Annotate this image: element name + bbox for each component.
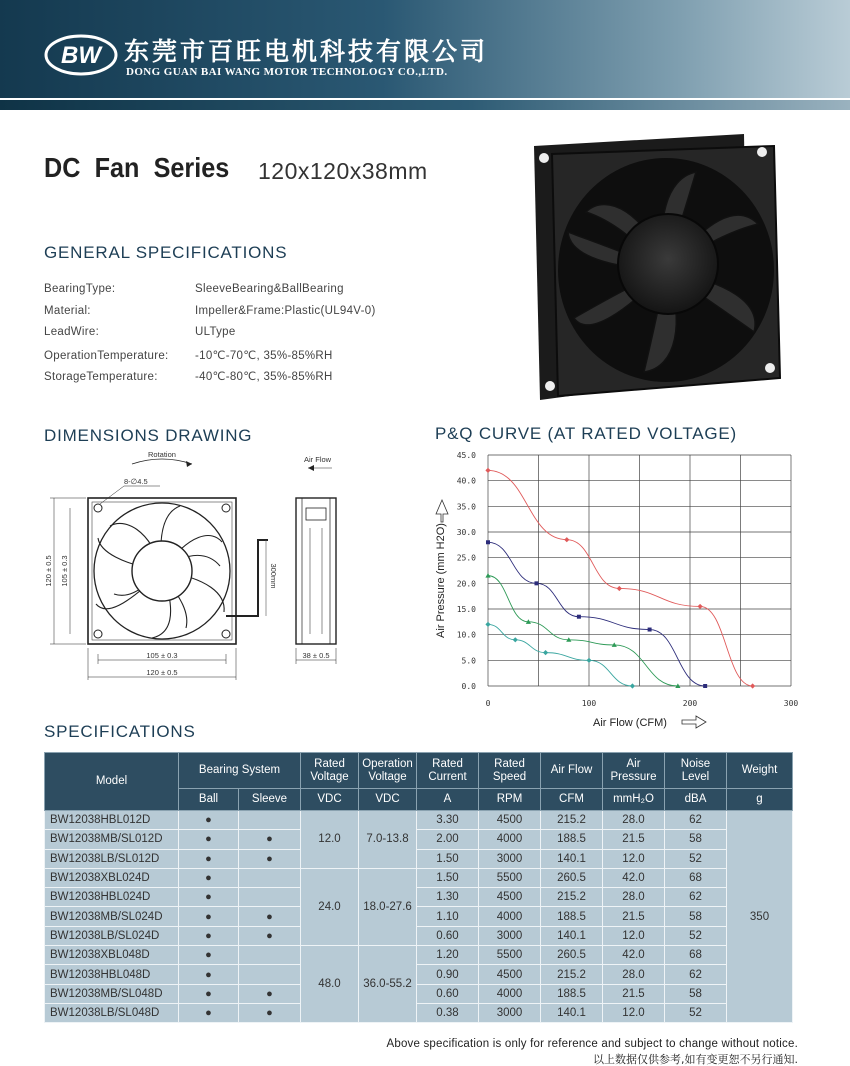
height-120-label: 120 ± 0.5 — [44, 555, 53, 587]
cell-sleeve: ● — [239, 907, 301, 926]
general-spec-value: SleeveBearing&BallBearing — [195, 283, 344, 295]
y-tick-labels — [457, 451, 476, 691]
table-row — [45, 965, 793, 984]
cell-current: 0.60 — [417, 984, 479, 1003]
pq-curve-heading: P&Q CURVE (AT RATED VOLTAGE) — [435, 424, 738, 443]
general-spec-key: LeadWire: — [44, 326, 100, 339]
cell-speed: 4000 — [479, 830, 541, 849]
data-point — [485, 468, 490, 473]
series-line-0 — [488, 470, 753, 686]
specifications-heading: SPECIFICATIONS — [44, 722, 196, 741]
cell-ball: ● — [179, 868, 239, 887]
cell-flow: 188.5 — [541, 830, 603, 849]
header-rated-voltage: Rated Voltage — [301, 753, 359, 789]
cell-speed: 4500 — [479, 965, 541, 984]
unit-rated-voltage: VDC — [301, 789, 359, 811]
series-size: 120x120x38mm — [258, 158, 428, 184]
cell-ball: ● — [179, 830, 239, 849]
unit-noise: dBA — [665, 789, 727, 811]
data-point — [577, 615, 581, 619]
air-flow-label: Air Flow — [304, 455, 332, 464]
general-spec-row — [44, 305, 376, 317]
cell-sleeve: ● — [239, 926, 301, 945]
cell-current: 3.30 — [417, 811, 479, 830]
cell-current: 1.10 — [417, 907, 479, 926]
rotation-label: Rotation — [148, 450, 176, 459]
chart-series — [485, 468, 755, 689]
width-105-label: 105 ± 0.3 — [146, 651, 178, 660]
cell-speed: 4000 — [479, 984, 541, 1003]
cell-rated-voltage: 12.0 — [301, 811, 359, 869]
table-row — [45, 830, 793, 849]
unit-operation-voltage: VDC — [359, 789, 417, 811]
cell-sleeve — [239, 946, 301, 965]
cell-current: 1.50 — [417, 849, 479, 868]
width-120-label: 120 ± 0.5 — [146, 668, 178, 677]
cell-pressure: 28.0 — [603, 965, 665, 984]
cell-speed: 4500 — [479, 888, 541, 907]
cell-pressure: 21.5 — [603, 907, 665, 926]
cell-current: 0.90 — [417, 965, 479, 984]
cell-pressure: 12.0 — [603, 926, 665, 945]
data-point — [648, 628, 652, 632]
cell-weight: 350 — [727, 811, 793, 1023]
cell-current: 1.30 — [417, 888, 479, 907]
y-tick-label: 30.0 — [456, 528, 476, 537]
cell-current: 1.20 — [417, 946, 479, 965]
cell-rated-voltage: 24.0 — [301, 868, 359, 945]
unit-sleeve: Sleeve — [239, 789, 301, 811]
cell-model: BW12038HBL012D — [45, 811, 179, 830]
cell-model: BW12038MB/SL024D — [45, 907, 179, 926]
header-noise: Noise Level — [665, 753, 727, 789]
cell-model: BW12038XBL024D — [45, 868, 179, 887]
unit-speed: RPM — [479, 789, 541, 811]
general-spec-heading: GENERAL SPECIFICATIONS — [44, 243, 288, 262]
cell-speed: 4000 — [479, 907, 541, 926]
x-tick-label: 300 — [783, 699, 799, 708]
cell-flow: 140.1 — [541, 849, 603, 868]
cell-noise: 58 — [665, 907, 727, 926]
cell-noise: 68 — [665, 946, 727, 965]
header-rated-current: Rated Current — [417, 753, 479, 789]
cell-ball: ● — [179, 907, 239, 926]
cell-flow: 215.2 — [541, 965, 603, 984]
data-point — [698, 604, 703, 609]
data-point — [617, 586, 622, 591]
specifications-table — [44, 752, 793, 1023]
cell-model: BW12038LB/SL024D — [45, 926, 179, 945]
depth-label: 38 ± 0.5 — [302, 651, 330, 660]
cell-speed: 5500 — [479, 946, 541, 965]
y-axis-label: Air Pressure (mm H2O) — [435, 523, 447, 638]
cell-noise: 52 — [665, 1003, 727, 1022]
company-name-cn: 东莞市百旺电机科技有限公司 — [124, 37, 489, 66]
fan-product-photo — [526, 132, 784, 404]
header-operation-voltage: Operation Voltage — [359, 753, 417, 789]
y-tick-label: 20.0 — [456, 579, 476, 589]
cell-operation-voltage: 36.0-55.2 — [359, 946, 417, 1023]
y-tick-label: 25.0 — [456, 553, 476, 563]
table-row — [45, 926, 793, 945]
cell-model: BW12038HBL048D — [45, 965, 179, 984]
unit-ball: Ball — [179, 789, 239, 811]
height-105-label: 105 ± 0.3 — [60, 555, 69, 587]
chart-grid — [488, 455, 791, 686]
cell-noise: 58 — [665, 830, 727, 849]
cell-current: 1.50 — [417, 868, 479, 887]
cell-flow: 215.2 — [541, 888, 603, 907]
y-axis-arrow — [436, 500, 448, 522]
cell-flow: 140.1 — [541, 1003, 603, 1022]
table-row — [45, 1003, 793, 1022]
cell-model: BW12038XBL048D — [45, 946, 179, 965]
cell-sleeve — [239, 811, 301, 830]
cell-pressure: 12.0 — [603, 1003, 665, 1022]
table-row — [45, 849, 793, 868]
x-tick-label: 100 — [581, 699, 597, 708]
cell-model: BW12038LB/SL012D — [45, 849, 179, 868]
y-tick-label: 5.0 — [461, 656, 476, 666]
cell-ball: ● — [179, 1003, 239, 1022]
general-spec-row — [44, 369, 333, 383]
header-rated-speed: Rated Speed — [479, 753, 541, 789]
table-row — [45, 946, 793, 965]
table-row — [45, 984, 793, 1003]
unit-weight: g — [727, 789, 793, 811]
cell-ball: ● — [179, 984, 239, 1003]
cell-ball: ● — [179, 946, 239, 965]
y-tick-label: 0.0 — [461, 682, 476, 691]
cell-model: BW12038HBL024D — [45, 888, 179, 907]
footer-note-en: Above specification is only for reference and subject to change without notice. — [386, 1038, 798, 1050]
cell-ball: ● — [179, 849, 239, 868]
cell-model: BW12038MB/SL048D — [45, 984, 179, 1003]
pq-curve-chart — [430, 446, 840, 736]
general-spec-key: StorageTemperature: — [44, 371, 158, 384]
data-point — [703, 684, 707, 688]
x-axis-arrow — [682, 716, 706, 728]
cell-noise: 62 — [665, 888, 727, 907]
table-row — [45, 868, 793, 887]
cell-sleeve: ● — [239, 849, 301, 868]
cell-noise: 62 — [665, 811, 727, 830]
lead-length-label: 300mm — [269, 563, 278, 589]
cell-ball: ● — [179, 811, 239, 830]
table-row — [45, 907, 793, 926]
unit-pressure: mmH₂O — [603, 789, 665, 811]
general-spec-key: BearingType: — [44, 283, 116, 295]
cell-rated-voltage: 48.0 — [301, 946, 359, 1023]
general-spec-key: Material: — [44, 304, 91, 317]
footer-note-cn: 以上数据仅供参考,如有变更恕不另行通知. — [593, 1053, 798, 1066]
cell-model: BW12038LB/SL048D — [45, 1003, 179, 1022]
dimensions-drawing — [40, 448, 370, 688]
data-point — [513, 637, 518, 642]
cell-noise: 52 — [665, 926, 727, 945]
x-tick-label: 200 — [682, 699, 698, 708]
general-spec-value: Impeller&Frame:Plastic(UL94V-0) — [195, 304, 376, 317]
header-air-flow: Air Flow — [541, 753, 603, 789]
cell-noise: 52 — [665, 849, 727, 868]
header-air-pressure: Air Pressure — [603, 753, 665, 789]
general-spec-row — [44, 283, 344, 295]
y-tick-label: 10.0 — [456, 630, 476, 640]
cell-pressure: 42.0 — [603, 868, 665, 887]
cell-flow: 215.2 — [541, 811, 603, 830]
cell-noise: 68 — [665, 868, 727, 887]
cell-flow: 260.5 — [541, 946, 603, 965]
header-bearing: Bearing System — [179, 753, 301, 789]
data-point — [534, 581, 538, 585]
cell-model: BW12038MB/SL012D — [45, 830, 179, 849]
company-name-en: DONG GUAN BAI WANG MOTOR TECHNOLOGY CO.,LTD. — [126, 66, 448, 78]
table-row — [45, 888, 793, 907]
x-axis-label: Air Flow (CFM) — [593, 717, 667, 729]
cell-sleeve: ● — [239, 1003, 301, 1022]
data-point — [630, 683, 635, 688]
cell-speed: 3000 — [479, 849, 541, 868]
bw-logo — [44, 34, 118, 76]
data-point — [485, 622, 490, 627]
series-line-3 — [488, 624, 632, 686]
logo-text: BW — [61, 42, 101, 69]
cell-current: 2.00 — [417, 830, 479, 849]
cell-flow: 188.5 — [541, 984, 603, 1003]
cell-sleeve — [239, 868, 301, 887]
cell-ball: ● — [179, 965, 239, 984]
cell-ball: ● — [179, 888, 239, 907]
cell-speed: 5500 — [479, 868, 541, 887]
holes-label: 8-∅4.5 — [124, 477, 148, 486]
dimensions-heading: DIMENSIONS DRAWING — [44, 426, 253, 445]
data-point — [543, 650, 548, 655]
general-spec-value: ULType — [195, 326, 236, 339]
general-spec-value: -10℃-70℃, 35%-85%RH — [195, 349, 333, 362]
general-spec-value: -40℃-80℃, 35%-85%RH — [195, 371, 333, 384]
data-point — [750, 683, 755, 688]
data-point — [586, 658, 591, 663]
cell-flow: 140.1 — [541, 926, 603, 945]
cell-pressure: 12.0 — [603, 849, 665, 868]
general-spec-row — [44, 326, 236, 338]
cell-pressure: 28.0 — [603, 888, 665, 907]
y-tick-label: 45.0 — [456, 451, 476, 460]
y-tick-label: 15.0 — [456, 605, 476, 614]
unit-current: A — [417, 789, 479, 811]
header-model: Model — [45, 753, 179, 811]
series-title: DC Fan Series — [44, 152, 230, 183]
x-tick-labels — [486, 699, 799, 708]
cell-flow: 260.5 — [541, 868, 603, 887]
cell-operation-voltage: 7.0-13.8 — [359, 811, 417, 869]
cell-pressure: 21.5 — [603, 984, 665, 1003]
x-tick-label: 0 — [485, 699, 491, 708]
header-divider — [0, 100, 850, 110]
cell-pressure: 21.5 — [603, 830, 665, 849]
header-weight: Weight — [727, 753, 793, 789]
cell-noise: 58 — [665, 984, 727, 1003]
cell-speed: 3000 — [479, 926, 541, 945]
cell-sleeve: ● — [239, 984, 301, 1003]
y-tick-label: 40.0 — [456, 476, 476, 486]
cell-sleeve — [239, 888, 301, 907]
cell-ball: ● — [179, 926, 239, 945]
general-spec-key: OperationTemperature: — [44, 349, 169, 362]
cell-flow: 188.5 — [541, 907, 603, 926]
cell-current: 0.38 — [417, 1003, 479, 1022]
unit-flow: CFM — [541, 789, 603, 811]
cell-noise: 62 — [665, 965, 727, 984]
cell-sleeve — [239, 965, 301, 984]
cell-operation-voltage: 18.0-27.6 — [359, 868, 417, 945]
general-spec-row — [44, 348, 333, 362]
data-point — [486, 540, 490, 544]
cell-current: 0.60 — [417, 926, 479, 945]
cell-speed: 4500 — [479, 811, 541, 830]
cell-speed: 3000 — [479, 1003, 541, 1022]
data-point — [564, 537, 569, 542]
cell-pressure: 42.0 — [603, 946, 665, 965]
table-row — [45, 811, 793, 830]
series-line-1 — [488, 542, 705, 686]
y-tick-label: 35.0 — [456, 502, 476, 512]
cell-pressure: 28.0 — [603, 811, 665, 830]
cell-sleeve: ● — [239, 830, 301, 849]
